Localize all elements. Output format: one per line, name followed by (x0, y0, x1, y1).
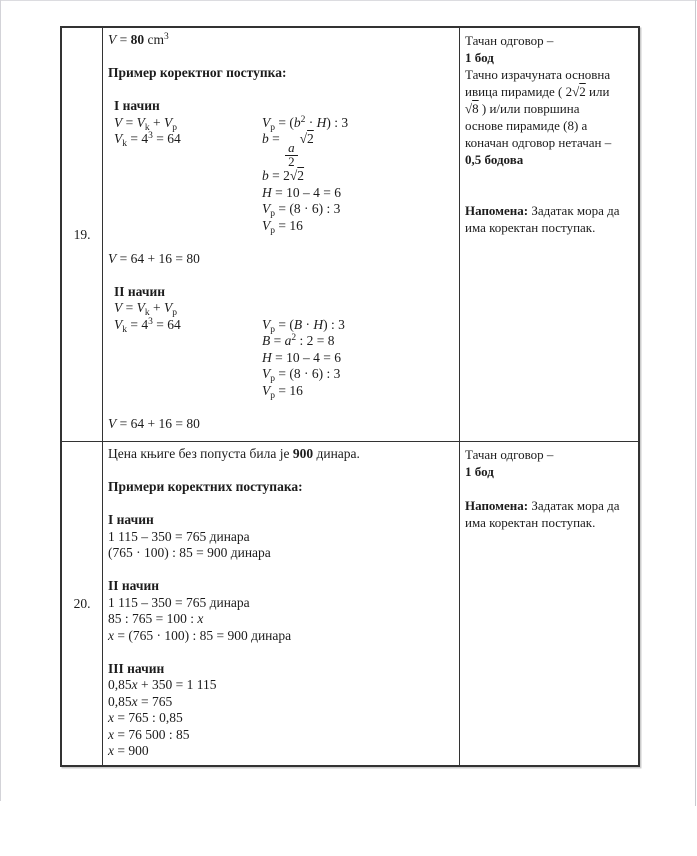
text-line (262, 300, 454, 317)
text-line: има коректан поступак. (465, 220, 596, 235)
text-line: x = 900 (108, 743, 149, 758)
text-line: 1 бод (465, 50, 494, 65)
text-line: 1 115 – 350 = 765 динара (108, 594, 250, 610)
method-1-right-equations (262, 115, 454, 235)
text-line (108, 644, 454, 661)
scoring-table (60, 26, 640, 767)
page-edge-top (0, 0, 697, 1)
text-line: 0,85x = 765 (108, 693, 173, 709)
page-edge-right (695, 0, 696, 806)
text-line: II начин (108, 578, 160, 593)
text-line: коначан одговор нетачан – (465, 135, 612, 150)
text-line: Напомена: Задатак мора да (465, 498, 620, 513)
text-line: 0,5 бодова (465, 152, 524, 167)
text-line: H = 10 – 4 = 6 (262, 184, 341, 200)
text-line: $V_p = (B \cdot H)$ : 3 (262, 316, 345, 335)
task-number-19: 19. (62, 28, 103, 442)
text-line: b = 2√2 (262, 168, 305, 183)
text-line (108, 234, 454, 251)
text-line: $V_p = 16$ (262, 382, 303, 401)
text-line: 1 115 – 350 = 765 динара (108, 528, 250, 544)
text-line: 1 бод (465, 464, 494, 479)
method-2-heading (114, 284, 454, 301)
text-line: V = 80 $cm^3$ (108, 32, 169, 47)
text-line: H = 10 – 4 = 6 (262, 349, 341, 365)
text-line: ивица пирамиде ( 2√2 или (465, 84, 610, 99)
page-edge-left (0, 0, 1, 801)
solution-cell-20 (103, 442, 460, 765)
text-line: $V = V_k + V_p$ (114, 114, 177, 133)
text-line (108, 562, 454, 579)
text-line: $V_p = (8 \cdot 6)$ : 3 (262, 366, 341, 384)
method-2-right-equations (262, 300, 454, 399)
text-line (465, 168, 633, 185)
scoring-cell-19 (460, 28, 638, 442)
text-line: x = 76 500 : 85 (108, 726, 190, 742)
text-line (465, 480, 633, 497)
task-number-20: 20. (62, 442, 103, 765)
text-line: 85 : 765 = 100 : x (108, 611, 204, 626)
method-1-left-equations (114, 115, 262, 235)
text-line: II начин (114, 283, 166, 299)
text-line: $V_p = (8 \cdot 6)$ : 3 (262, 201, 341, 219)
text-line: I начин (108, 512, 154, 527)
text-line: Тачно израчуната основна (465, 67, 611, 82)
text-line: Пример коректног поступка: (108, 65, 287, 80)
method-1-equations (114, 115, 454, 235)
scoring-cell-20 (460, 442, 638, 765)
text-line: I начин (114, 98, 160, 113)
method-1-result (108, 234, 454, 284)
text-line (108, 267, 454, 284)
text-line: 0,85x + 350 = 1 115 (108, 677, 217, 692)
text-line (108, 399, 454, 416)
method-2-equations (114, 300, 454, 399)
text-line: $V_k = 4^3 = 64$ (114, 316, 181, 335)
text-line (108, 496, 454, 513)
text-line (108, 82, 454, 99)
solution-intro-19 (108, 32, 454, 98)
text-line: $V_k = 4^3 = 64$ (114, 131, 181, 149)
text-line (108, 49, 454, 66)
text-line: Цена књиге без попуста била је 900 динара. (108, 446, 360, 461)
text-line: Напомена: Задатак мора да (465, 203, 620, 218)
fraction: $\frac{a}{2}$ (285, 142, 298, 168)
text-line: $B = a^2$ : 2 = 8 (262, 333, 335, 348)
method-2-left-equations (114, 300, 262, 399)
text-line: Примери коректних поступака: (108, 479, 303, 494)
text-line: V = 64 + 16 = 80 (108, 250, 200, 266)
text-line: $V_p = 16$ (262, 217, 303, 236)
text-line: (765 · 100) : 85 = 900 динара (108, 545, 271, 560)
method-2-result (108, 399, 454, 432)
solution-cell-19 (103, 28, 460, 442)
text-line: x = 765 : 0,85 (108, 710, 183, 725)
text-line: V = 64 + 16 = 80 (108, 415, 200, 431)
text-line (108, 463, 454, 480)
text-line: x = (765 · 100) : 85 = 900 динара (108, 627, 292, 643)
text-line: $V_p = (b^2 \cdot H)$ : 3 (262, 114, 349, 133)
text-line (465, 185, 633, 202)
text-line: b = $\frac{a}{2}$ √2 (262, 131, 314, 169)
text-line: Тачан одговор – (465, 447, 554, 462)
text-line: III начин (108, 660, 165, 676)
text-line: основе пирамиде (8) а (465, 118, 588, 133)
text-line: има коректан поступак. (465, 515, 596, 530)
text-line: √8 ) и/или површина (465, 101, 580, 116)
text-line: Тачан одговор – (465, 33, 554, 48)
text-line: $V = V_k + V_p$ (114, 300, 177, 318)
method-1-heading (114, 98, 454, 115)
